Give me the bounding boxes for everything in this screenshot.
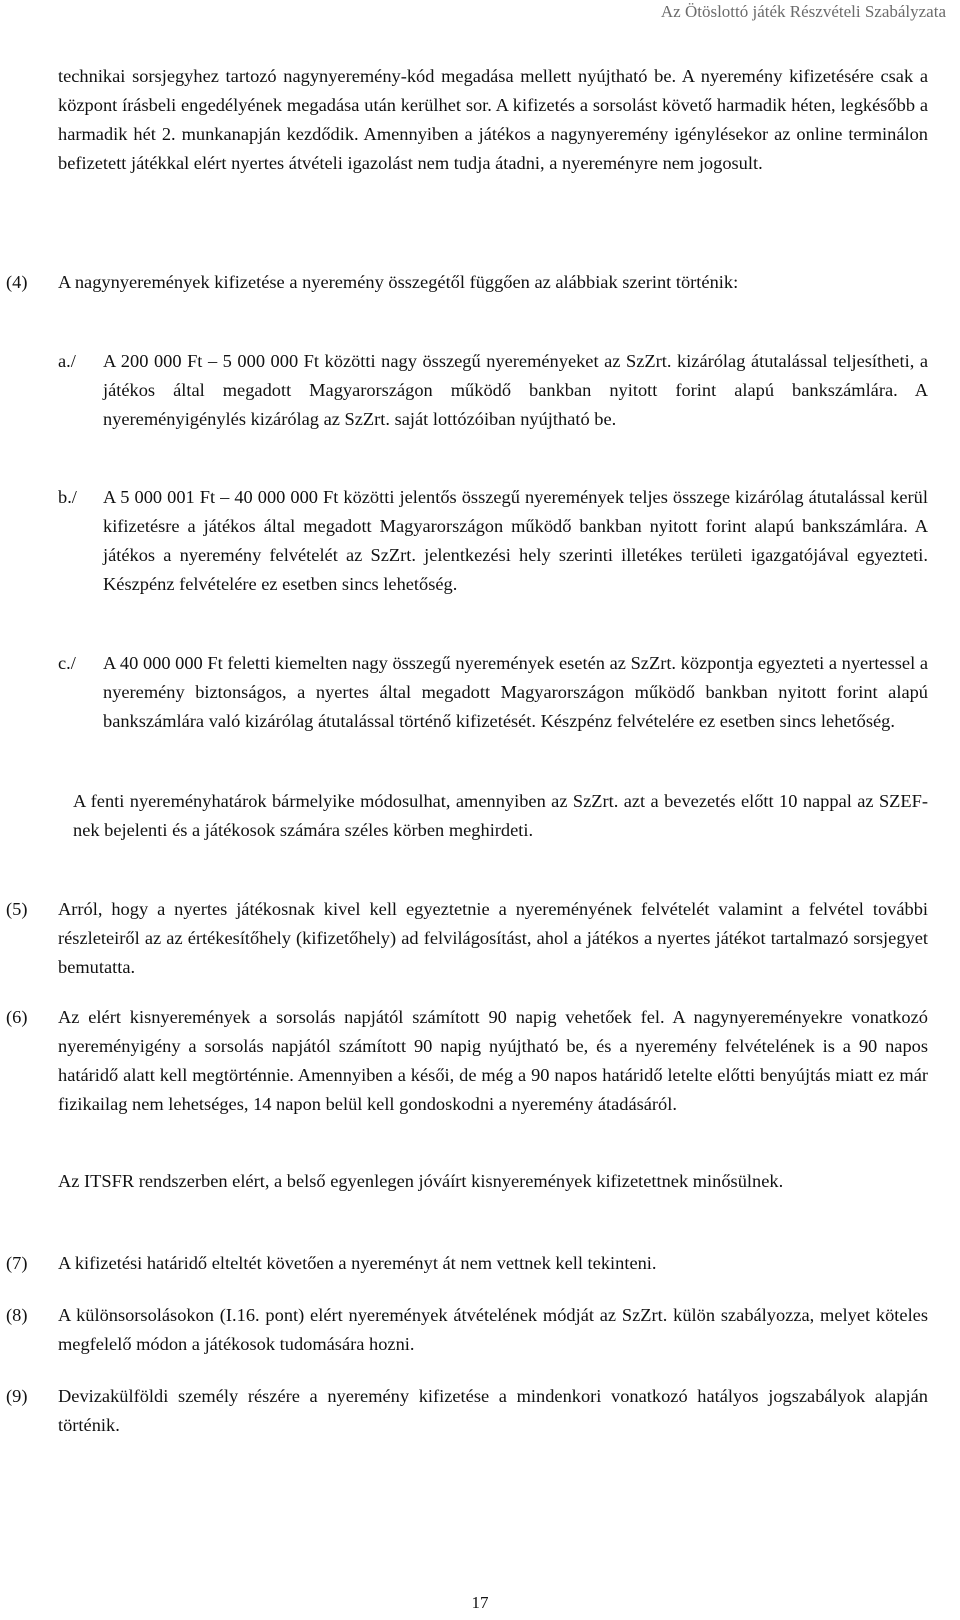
item-c-label: c./ bbox=[58, 653, 76, 673]
section-4-note: A fenti nyereményhatárok bármelyike módosulhat, amennyiben az SzZrt. azt a bevezetés előtt 10 nappal az SZEF-nek bejelenti és a játékosok számára széles körben meghirdeti. bbox=[73, 791, 928, 840]
item-b-label: b./ bbox=[58, 487, 77, 507]
section-8-number: (8) bbox=[6, 1305, 28, 1325]
section-4-text: A nagynyeremények kifizetése a nyeremény összegétől függően az alábbiak szerint történik: bbox=[58, 272, 739, 292]
section-6-number: (6) bbox=[6, 1007, 28, 1027]
section-8-text: A különsorsolásokon (I.16. pont) elért nyeremények átvételének módját az SzZrt. külön szabályozza, melyet köteles megfelelő módon a játékosok tudomására hozni. bbox=[58, 1305, 928, 1354]
section-9-number: (9) bbox=[6, 1386, 28, 1406]
section-9-text: Devizakülföldi személy részére a nyeremény kifizetése a mindenkori vonatkozó hatályos jogszabályok alapján történik. bbox=[58, 1386, 928, 1435]
intro-paragraph: technikai sorsjegyhez tartozó nagynyeremény-kód megadása mellett nyújtható be. A nyeremény kifizetésére csak a központ írásbeli engedélyének megadása után kerülhet sor. A kifizetés a sorsolást követő harmadik héten, legkésőbb a harmadik hét 2. munkanapján kezdődik. Amennyiben a játékos a nagynyeremény igénylésekor az online terminálon befizetett játékkal elért nyertes átvételi igazolást nem tudja átadni, a nyereményre nem jogosult. bbox=[58, 66, 928, 173]
item-b-text: A 5 000 001 Ft – 40 000 000 Ft közötti jelentős összegű nyeremények teljes összege kizárólag átutalással kerül kifizetésre a játékos által megadott Magyarországon működő bankban nyitott forint alapú bankszámlára. A játékos a nyeremény felvételét az SzZrt. jelentkezési hely szerinti illetékes területi igazgatójával egyezteti. Készpénz felvételére ez esetben sincs lehetőség. bbox=[103, 487, 928, 594]
item-a-text: A 200 000 Ft – 5 000 000 Ft közötti nagy összegű nyereményeket az SzZrt. kizárólag átutalással teljesítheti, a játékos által megadott Magyarországon működő bankban nyitott forint alapú bankszámlára. A nyereményigénylés kizárólag az SzZrt. saját lottózóiban nyújtható be. bbox=[103, 351, 928, 429]
section-7-number: (7) bbox=[6, 1253, 28, 1273]
section-5-text: Arról, hogy a nyertes játékosnak kivel kell egyeztetnie a nyereményének felvételét valamint a felvétel további részleteiről az az értékesítőhely (kifizetőhely) ad felvilágosítást, ahol a játékos a nyertes játékot tartalmazó sorsjegyet bemutatta. bbox=[58, 899, 928, 977]
item-c-text: A 40 000 000 Ft feletti kiemelten nagy összegű nyeremények esetén az SzZrt. központja egyezteti a nyertessel a nyeremény biztonságos, a nyertes által megadott Magyarországon működő bankban nyitott forint alapú bankszámlára való kizárólag átutalással történő kifizetését. Készpénz felvételére ez esetben sincs lehetőség. bbox=[103, 653, 928, 731]
running-header: Az Ötöslottó játék Részvételi Szabályzata bbox=[660, 2, 946, 21]
section-6-text: Az elért kisnyeremények a sorsolás napjától számított 90 napig vehetőek fel. A nagynyereményekre vonatkozó nyereményigény a sorsolás napjától számított 90 napig nyújtható be, és a nyeremény felvételének is a 90 napos határidő alatt kell megtörténnie. Amennyiben a késői, de még a 90 napos határidő letelte előtti benyújtás miatt ez már fizikailag nem lehetséges, 14 napon belül kell gondoskodni a nyeremény átadásáról. bbox=[58, 1007, 928, 1114]
section-5-number: (5) bbox=[6, 899, 28, 919]
item-a-label: a./ bbox=[58, 351, 76, 371]
page-number: 17 bbox=[471, 1593, 489, 1612]
section-4-number: (4) bbox=[6, 272, 28, 292]
section-6-text-2: Az ITSFR rendszerben elért, a belső egyenlegen jóváírt kisnyeremények kifizetettnek minősülnek. bbox=[58, 1171, 784, 1191]
section-7-text: A kifizetési határidő elteltét követően a nyereményt át nem vettnek kell tekinteni. bbox=[58, 1253, 657, 1273]
